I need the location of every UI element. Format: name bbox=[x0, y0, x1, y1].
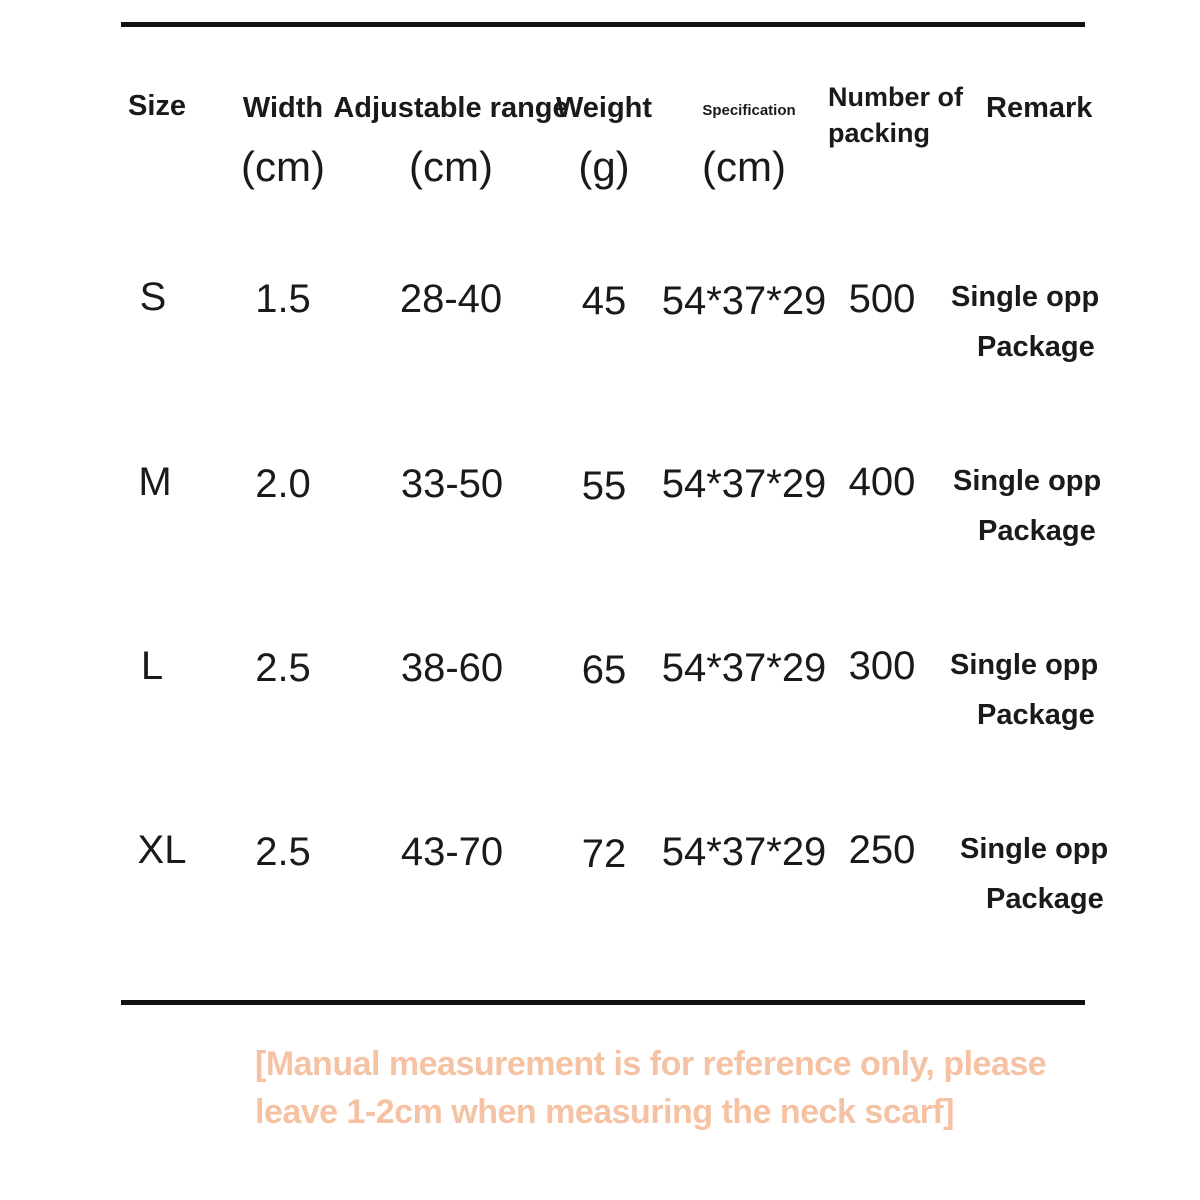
cell-width: 2.0 bbox=[255, 462, 311, 506]
cell-size: M bbox=[138, 460, 172, 504]
cell-weight: 45 bbox=[581, 279, 627, 323]
cell-weight: 72 bbox=[581, 832, 627, 876]
header-size: Size bbox=[128, 90, 187, 122]
header-width-unit: (cm) bbox=[241, 143, 325, 190]
header-adjustable-unit: (cm) bbox=[409, 143, 493, 190]
header-packing-line2: packing bbox=[828, 118, 931, 148]
cell-remark-line2: Package bbox=[977, 699, 1095, 731]
header-specification-unit: (cm) bbox=[702, 143, 786, 190]
cell-packing: 300 bbox=[848, 644, 916, 688]
header-adjustable-range: Adjustable range bbox=[333, 92, 569, 124]
measurement-note: [Manual measurement is for reference only, please leave 1-2cm when measuring the neck scarf] bbox=[255, 1045, 1047, 1131]
cell-packing: 500 bbox=[848, 277, 916, 321]
header-weight: Weight bbox=[555, 92, 653, 124]
cell-remark-line2: Package bbox=[986, 883, 1104, 915]
cell-weight: 65 bbox=[581, 648, 627, 692]
cell-remark-line1: Single opp bbox=[960, 833, 1109, 865]
cell-adjustable: 28-40 bbox=[399, 277, 503, 321]
header-remark: Remark bbox=[986, 92, 1093, 124]
cell-adjustable: 43-70 bbox=[400, 830, 504, 874]
cell-size: XL bbox=[137, 828, 187, 872]
cell-spec: 54*37*29 bbox=[661, 279, 827, 323]
header-packing-line1: Number of bbox=[828, 82, 963, 112]
cell-spec: 54*37*29 bbox=[661, 646, 827, 690]
cell-packing: 400 bbox=[848, 460, 916, 504]
cell-adjustable: 33-50 bbox=[400, 462, 504, 506]
cell-remark-line1: Single opp bbox=[950, 649, 1099, 681]
cell-size: S bbox=[139, 275, 167, 319]
top-divider bbox=[121, 22, 1085, 27]
cell-remark-line2: Package bbox=[977, 331, 1095, 363]
cell-width: 2.5 bbox=[255, 646, 311, 690]
cell-weight: 55 bbox=[581, 464, 627, 508]
cell-width: 1.5 bbox=[255, 277, 311, 321]
header-width: Width bbox=[242, 92, 324, 124]
bottom-divider bbox=[121, 1000, 1085, 1005]
cell-spec: 54*37*29 bbox=[661, 462, 827, 506]
cell-remark-line1: Single opp bbox=[951, 281, 1100, 313]
cell-size: L bbox=[140, 644, 164, 688]
header-specification: Specification bbox=[702, 102, 796, 119]
header-weight-unit: (g) bbox=[578, 143, 630, 190]
cell-width: 2.5 bbox=[255, 830, 311, 874]
cell-remark-line2: Package bbox=[978, 515, 1096, 547]
cell-remark-line1: Single opp bbox=[953, 465, 1102, 497]
cell-spec: 54*37*29 bbox=[661, 830, 827, 874]
cell-adjustable: 38-60 bbox=[400, 646, 504, 690]
cell-packing: 250 bbox=[848, 828, 916, 872]
